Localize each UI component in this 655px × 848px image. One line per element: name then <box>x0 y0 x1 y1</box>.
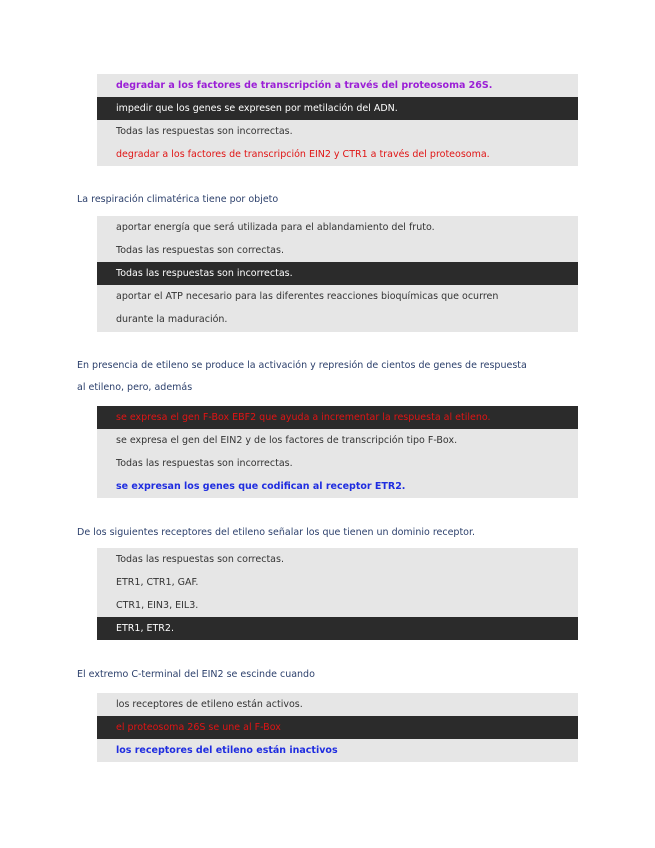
answer-option-selected[interactable]: Todas las respuestas son incorrectas. <box>97 262 578 285</box>
answer-option-selected[interactable]: ETR1, ETR2. <box>97 617 578 640</box>
answer-option-continuation[interactable]: durante la maduración. <box>116 314 228 325</box>
answer-option[interactable]: CTR1, EIN3, EIL3. <box>116 600 199 611</box>
answer-option[interactable]: degradar a los factores de transcripción a través del proteosoma 26S. <box>116 80 493 91</box>
answer-option-selected[interactable]: se expresa el gen F-Box EBF2 que ayuda a incrementar la respuesta al etileno. <box>97 406 578 429</box>
answer-option[interactable]: aportar energía que será utilizada para el ablandamiento del fruto. <box>116 222 435 233</box>
answer-block-1 <box>97 74 578 166</box>
answer-option-selected[interactable]: impedir que los genes se expresen por metilación del ADN. <box>97 97 578 120</box>
answer-option[interactable]: se expresan los genes que codifican al receptor ETR2. <box>116 481 406 492</box>
answer-option-selected[interactable]: el proteosoma 26S se une al F-Box <box>97 716 578 739</box>
answer-option[interactable]: los receptores del etileno están inactivos <box>116 745 338 756</box>
answer-option[interactable]: Todas las respuestas son correctas. <box>116 245 284 256</box>
answer-block-4 <box>97 548 578 640</box>
answer-option[interactable]: degradar a los factores de transcripción EIN2 y CTR1 a través del proteosoma. <box>116 149 490 160</box>
answer-option[interactable]: ETR1, CTR1, GAF. <box>116 577 199 588</box>
answer-block-2 <box>97 216 578 332</box>
answer-option[interactable]: Todas las respuestas son incorrectas. <box>116 126 293 137</box>
question-3-text-line2: al etileno, pero, además <box>77 382 193 393</box>
question-4-text: De los siguientes receptores del etileno señalar los que tienen un dominio receptor. <box>77 527 476 538</box>
question-3-text-line1: En presencia de etileno se produce la activación y represión de cientos de genes de respuesta <box>77 360 527 371</box>
answer-option[interactable]: los receptores de etileno están activos. <box>116 699 303 710</box>
answer-option[interactable]: Todas las respuestas son correctas. <box>116 554 284 565</box>
answer-block-5 <box>97 693 578 762</box>
answer-block-3 <box>97 406 578 498</box>
question-5-text: El extremo C-terminal del EIN2 se escinde cuando <box>77 669 315 680</box>
question-2-text: La respiración climatérica tiene por objeto <box>77 194 279 205</box>
answer-option[interactable]: aportar el ATP necesario para las diferentes reacciones bioquímicas que ocurren <box>116 291 499 302</box>
answer-option[interactable]: Todas las respuestas son incorrectas. <box>116 458 293 469</box>
answer-option[interactable]: se expresa el gen del EIN2 y de los factores de transcripción tipo F-Box. <box>116 435 458 446</box>
